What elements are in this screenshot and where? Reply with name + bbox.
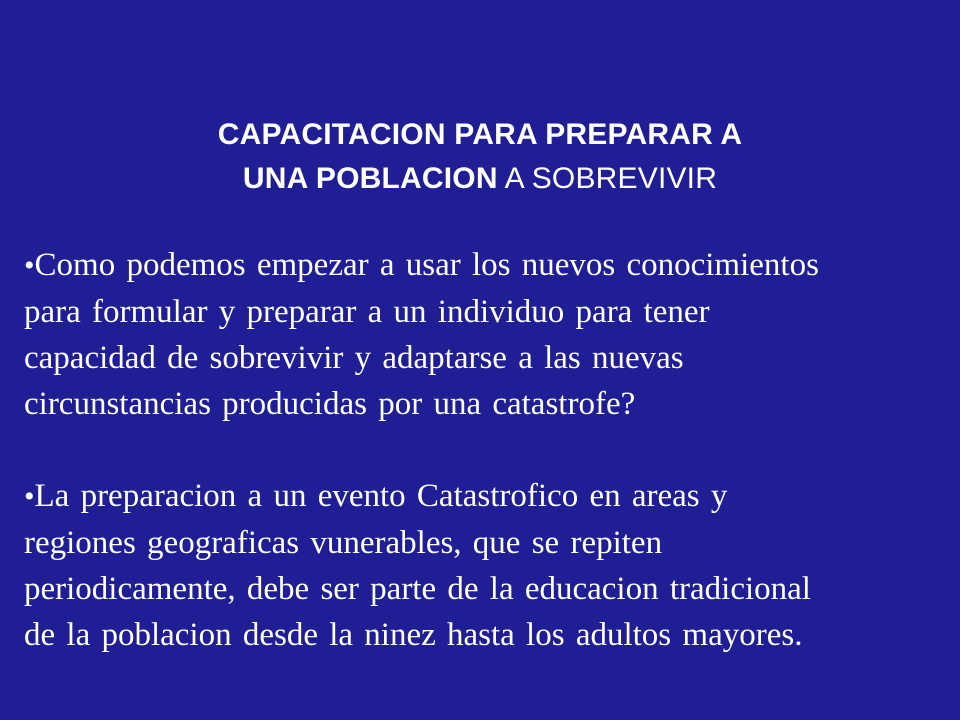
slide-title	[60, 113, 900, 201]
text-line-content: La preparacion a un evento Catastrofico en areas y	[34, 478, 728, 514]
text-line	[24, 242, 924, 289]
text-line: para formular y preparar a un individuo para tener	[24, 294, 710, 330]
text-line: capacidad de sobrevivir y adaptarse a las nuevas	[24, 340, 684, 376]
title-line-1-text: CAPACITACION PARA PREPARAR A	[217, 118, 743, 151]
slide-body	[24, 242, 924, 658]
bullet-icon: •	[24, 249, 35, 282]
text-line: circunstancias producidas por una catastrofe?	[24, 386, 636, 422]
title-line-1	[60, 113, 900, 157]
title-line-2	[60, 157, 900, 201]
bullet-icon: •	[24, 480, 35, 513]
text-line	[24, 473, 924, 520]
bullet-paragraph-2	[24, 473, 924, 658]
bullet-paragraph-1	[24, 242, 924, 427]
text-line: regiones geograficas vunerables, que se repiten	[24, 525, 663, 561]
text-line-content: Como podemos empezar a usar los nuevos conocimientos	[34, 247, 819, 283]
text-line: de la poblacion desde la ninez hasta los adultos mayores.	[24, 617, 803, 653]
title-line-2-bold: UNA POBLACION	[242, 162, 498, 195]
title-line-2-rest: A SOBREVIVIR	[504, 162, 718, 195]
text-line: periodicamente, debe ser parte de la educacion tradicional	[24, 571, 811, 607]
